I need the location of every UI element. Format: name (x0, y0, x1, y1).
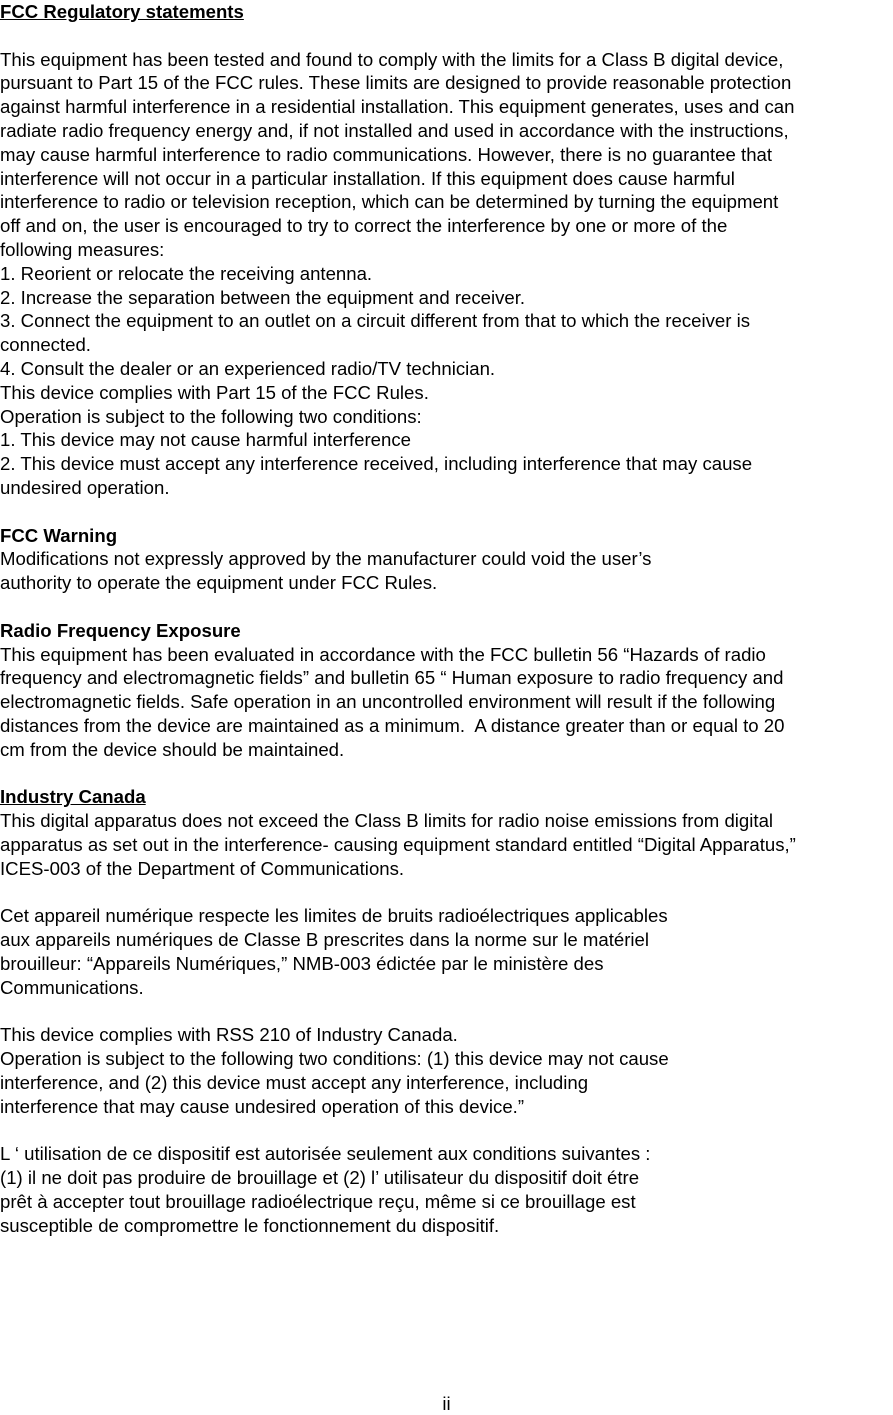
paragraph-line: interference to radio or television reception, which can be determined by turning the equipment (0, 191, 779, 213)
fcc-regulatory-paragraph (0, 48, 893, 500)
rf-exposure-section (0, 619, 893, 762)
paragraph-line: (1) il ne doit pas produire de brouillage et (2) l’ utilisateur du dispositif doit étre (0, 1167, 640, 1189)
list-item: 3. Connect the equipment to an outlet on a circuit different from that to which the receiver is (0, 310, 751, 332)
page-number: ii (442, 1393, 451, 1414)
paragraph-line: following measures: (0, 238, 165, 260)
paragraph-line: interference will not occur in a particular installation. If this equipment does cause harmful (0, 167, 735, 189)
paragraph-line: cm from the device should be maintained. (0, 738, 345, 760)
spacer (0, 1118, 893, 1142)
list-item: 1. Reorient or relocate the receiving antenna. (0, 262, 373, 284)
paragraph-line: frequency and electromagnetic fields” and bulletin 65 “ Human exposure to radio frequency and (0, 667, 784, 689)
fcc-warning-heading: FCC Warning (0, 524, 118, 546)
list-item: 4. Consult the dealer or an experienced radio/TV technician. (0, 357, 496, 379)
paragraph-line: This device complies with RSS 210 of Industry Canada. (0, 1024, 458, 1046)
paragraph-line: may cause harmful interference to radio communications. However, there is no guarantee that (0, 143, 773, 165)
spacer (0, 500, 893, 524)
rf-exposure-heading: Radio Frequency Exposure (0, 619, 241, 641)
spacer (0, 880, 893, 904)
paragraph-line: brouilleur: “Appareils Numériques,” NMB-003 édictée par le ministère des (0, 952, 604, 974)
paragraph-line: Cet appareil numérique respecte les limites de bruits radioélectriques applicables (0, 905, 668, 927)
spacer (0, 595, 893, 619)
paragraph-line: interference, and (2) this device must accept any interference, including (0, 1071, 589, 1093)
list-item: 1. This device may not cause harmful interference (0, 429, 411, 451)
spacer (0, 24, 893, 48)
paragraph-line: Communications. (0, 976, 144, 998)
spacer (0, 999, 893, 1023)
industry-canada-section (0, 785, 893, 1237)
paragraph-line: off and on, the user is encouraged to try to correct the interference by one or more of the (0, 215, 728, 237)
fcc-warning-section (0, 524, 893, 595)
paragraph-line: against harmful interference in a residential installation. This equipment generates, uses and can (0, 96, 795, 118)
fcc-regulatory-heading: FCC Regulatory statements (0, 1, 244, 22)
paragraph-line: radiate radio frequency energy and, if not installed and used in accordance with the instructions, (0, 119, 789, 141)
paragraph-line: authority to operate the equipment under FCC Rules. (0, 572, 438, 594)
paragraph-line: L ‘ utilisation de ce dispositif est autorisée seulement aux conditions suivantes : (0, 1143, 651, 1165)
paragraph-line: ICES-003 of the Department of Communications. (0, 857, 405, 879)
spacer (0, 762, 893, 786)
paragraph-line: distances from the device are maintained as a minimum. A distance greater than or equal to 20 (0, 714, 785, 736)
paragraph-line: Modifications not expressly approved by the manufacturer could void the user’s (0, 548, 652, 570)
paragraph-line: susceptible de compromettre le fonctionnement du dispositif. (0, 1214, 500, 1236)
paragraph-line: pursuant to Part 15 of the FCC rules. These limits are designed to provide reasonable protection (0, 72, 792, 94)
paragraph-line: Operation is subject to the following two conditions: (1) this device may not cause (0, 1048, 669, 1070)
paragraph-line: aux appareils numériques de Classe B prescrites dans la norme sur le matériel (0, 929, 650, 951)
paragraph-line: apparatus as set out in the interference- causing equipment standard entitled “Digital Apparatus,” (0, 833, 796, 855)
paragraph-line: prêt à accepter tout brouillage radioélectrique reçu, même si ce brouillage est (0, 1190, 636, 1212)
paragraph-line: interference that may cause undesired operation of this device.” (0, 1095, 525, 1117)
list-item: connected. (0, 334, 91, 356)
list-item: 2. This device must accept any interference received, including interference that may cause (0, 453, 753, 475)
paragraph-line: This device complies with Part 15 of the FCC Rules. (0, 381, 429, 403)
paragraph-line: Operation is subject to the following two conditions: (0, 405, 422, 427)
paragraph-line: This equipment has been tested and found to comply with the limits for a Class B digital device, (0, 48, 784, 70)
paragraph-line: This digital apparatus does not exceed the Class B limits for radio noise emissions from digital (0, 810, 774, 832)
list-item: undesired operation. (0, 476, 170, 498)
list-item: 2. Increase the separation between the equipment and receiver. (0, 286, 526, 308)
fcc-regulatory-section (0, 0, 893, 500)
paragraph-line: This equipment has been evaluated in accordance with the FCC bulletin 56 “Hazards of radio (0, 643, 766, 665)
industry-canada-heading: Industry Canada (0, 786, 146, 808)
paragraph-line: electromagnetic fields. Safe operation in an uncontrolled environment will result if the following (0, 691, 776, 713)
